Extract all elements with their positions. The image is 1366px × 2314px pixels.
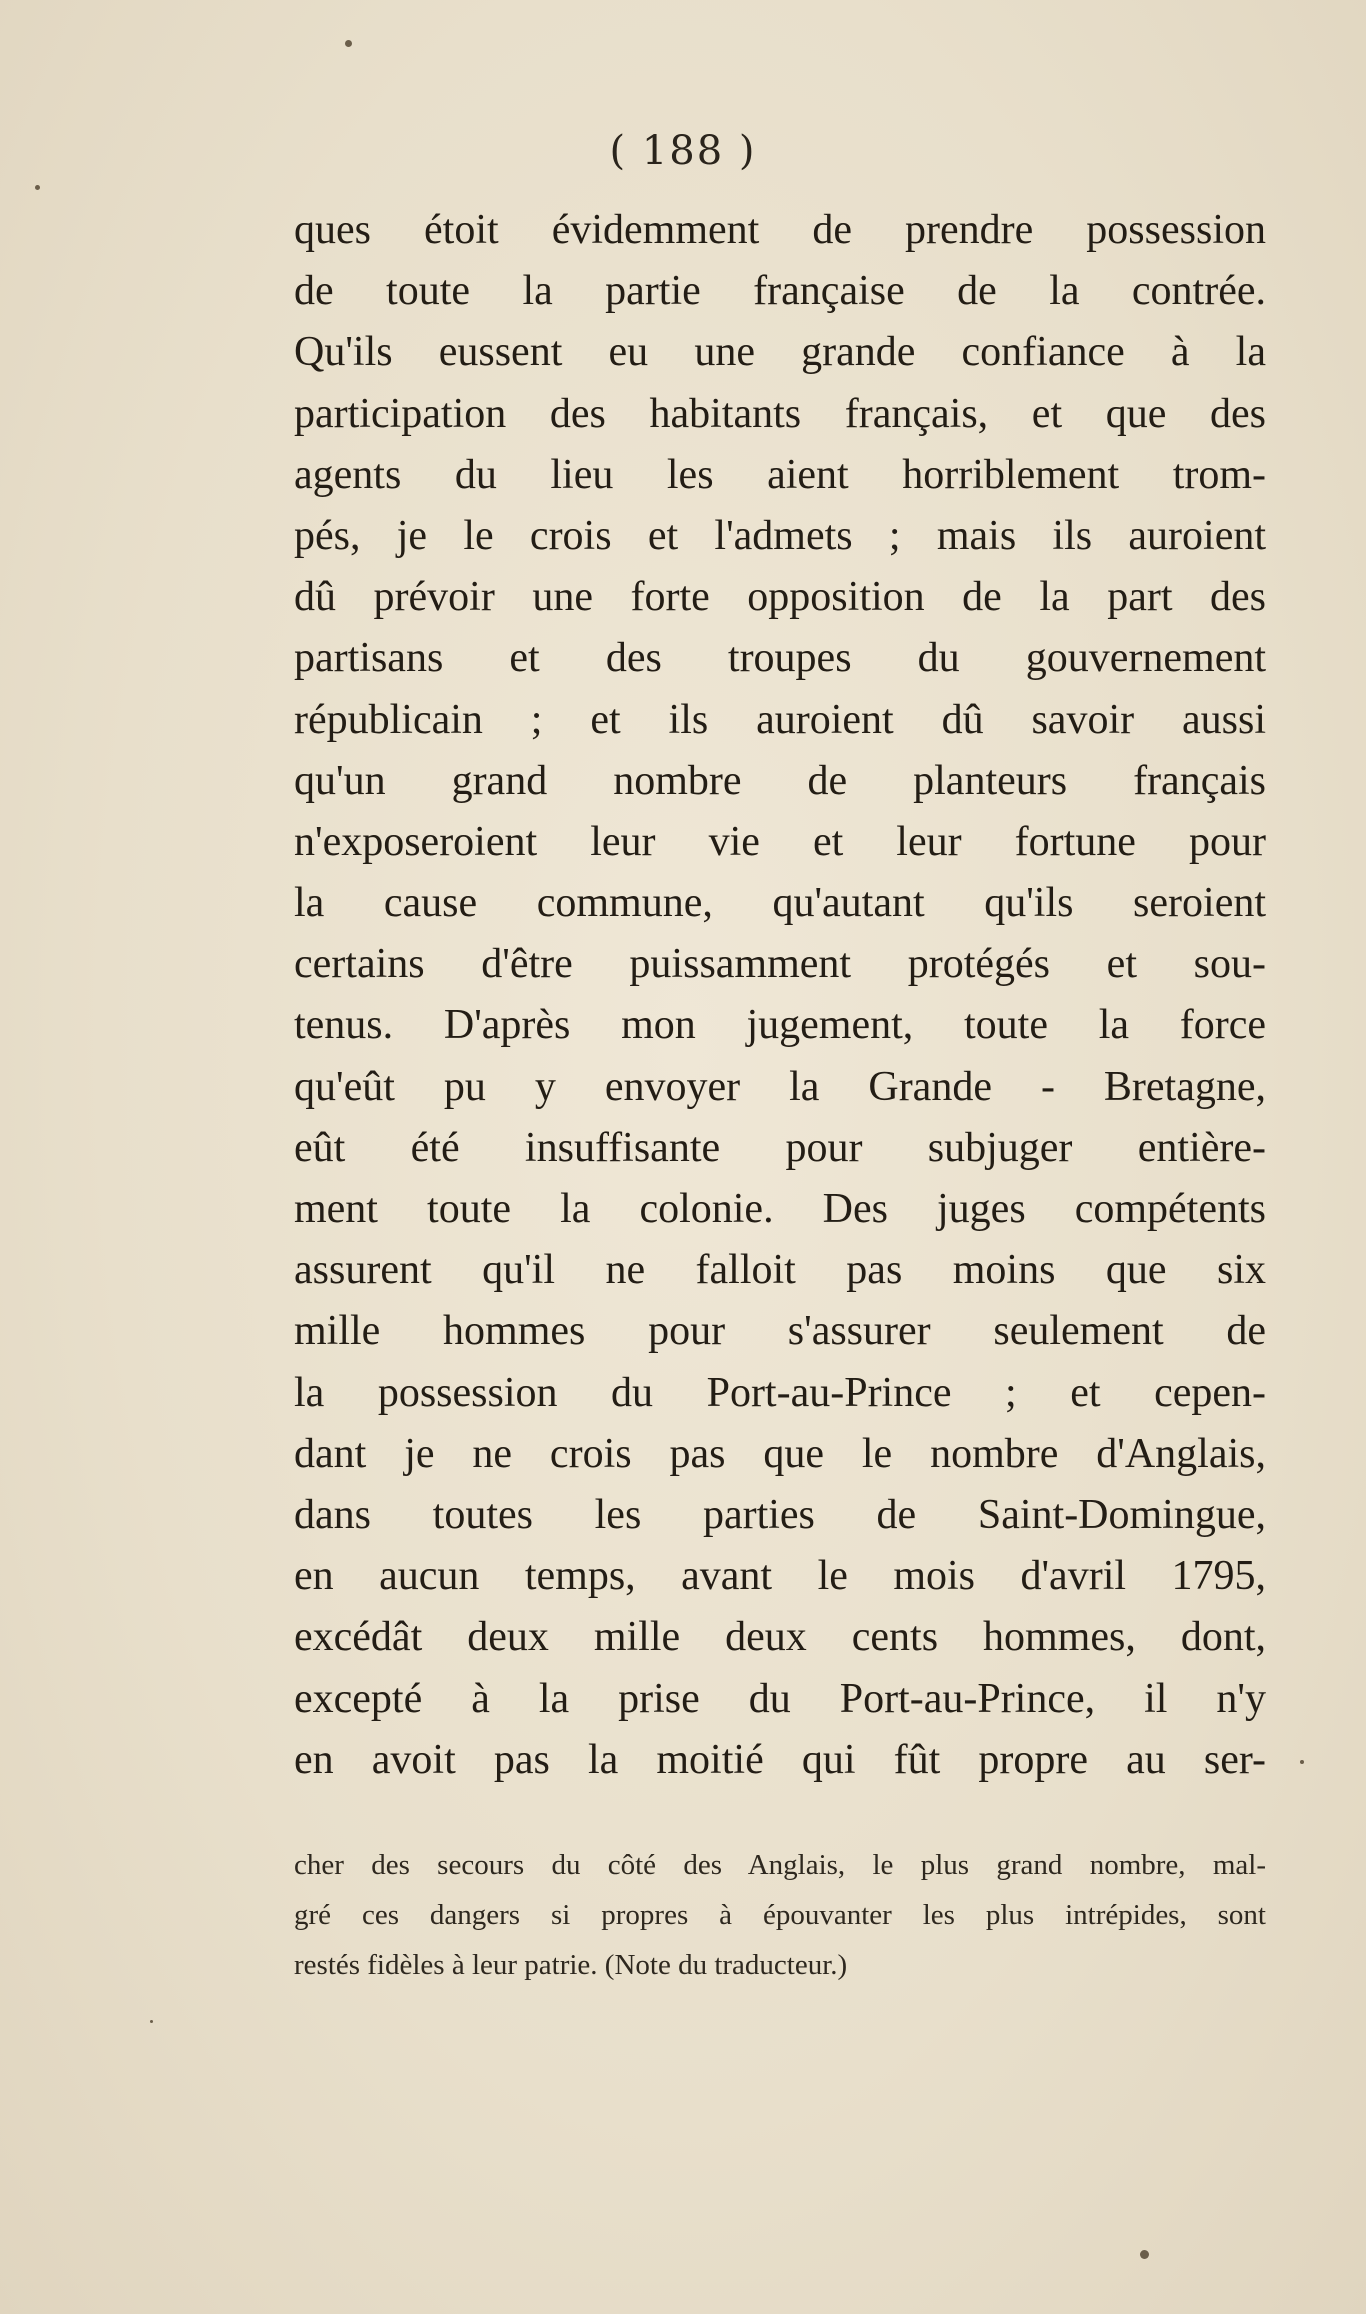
main-text [294, 200, 1266, 1791]
text-line: républicain ; et ils auroient dû savoir aussi [294, 696, 1266, 743]
text-line: de toute la partie française de la contrée. [294, 268, 1266, 315]
text-line: ment toute la colonie. Des juges compétents [294, 1186, 1266, 1232]
page-number: ( 188 ) [609, 128, 757, 174]
text-line: qu'eût pu y envoyer la Grande - Bretagne, [294, 1063, 1266, 1110]
text-line: dans toutes les parties de Saint-Domingue, [294, 1491, 1266, 1538]
text-line: partisans et des troupes du gouvernement [294, 635, 1266, 682]
text-line: agents du lieu les aient horriblement trom- [294, 451, 1266, 498]
text-line: excédât deux mille deux cents hommes, dont, [294, 1614, 1266, 1661]
text-line: certains d'être puissamment protégés et sou- [294, 941, 1266, 988]
text-line: en aucun temps, avant le mois d'avril 1795, [294, 1553, 1266, 1600]
footnote-line: restés fidèles à leur patrie. (Note du traducteur.) [294, 1949, 848, 1981]
footnote-line: gré ces dangers si propres à épouvanter les plus intrépides, sont [294, 1899, 1266, 1931]
text-line: n'exposeroient leur vie et leur fortune pour [294, 818, 1266, 865]
footnote [294, 1840, 1266, 1990]
text-line: la possession du Port-au-Prince ; et cepen- [294, 1369, 1266, 1416]
text-line: participation des habitants français, et que des [294, 390, 1266, 437]
paper-speck [1140, 2250, 1149, 2259]
text-line: pés, je le crois et l'admets ; mais ils auroient [294, 512, 1266, 559]
text-line: qu'un grand nombre de planteurs français [294, 757, 1266, 804]
text-line: en avoit pas la moitié qui fût propre au ser- [294, 1736, 1266, 1783]
text-line: tenus. D'après mon jugement, toute la force [294, 1002, 1266, 1049]
text-line: eût été insuffisante pour subjuger entière- [294, 1124, 1266, 1171]
paper-speck [150, 2020, 153, 2023]
paper-speck [345, 40, 352, 47]
text-line: ques étoit évidemment de prendre possession [294, 207, 1266, 253]
paper-speck [35, 185, 40, 190]
text-line: Qu'ils eussent eu une grande confiance à la [294, 329, 1266, 376]
footnote-line: cher des secours du côté des Anglais, le plus grand nombre, mal- [294, 1849, 1266, 1881]
text-line: la cause commune, qu'autant qu'ils seroient [294, 880, 1266, 927]
paper-speck [1300, 1760, 1304, 1764]
text-line: dû prévoir une forte opposition de la part des [294, 574, 1266, 621]
text-line: mille hommes pour s'assurer seulement de [294, 1308, 1266, 1355]
text-line: excepté à la prise du Port-au-Prince, il n'y [294, 1675, 1266, 1722]
text-line: dant je ne crois pas que le nombre d'Anglais, [294, 1430, 1266, 1477]
text-line: assurent qu'il ne falloit pas moins que six [294, 1247, 1266, 1294]
